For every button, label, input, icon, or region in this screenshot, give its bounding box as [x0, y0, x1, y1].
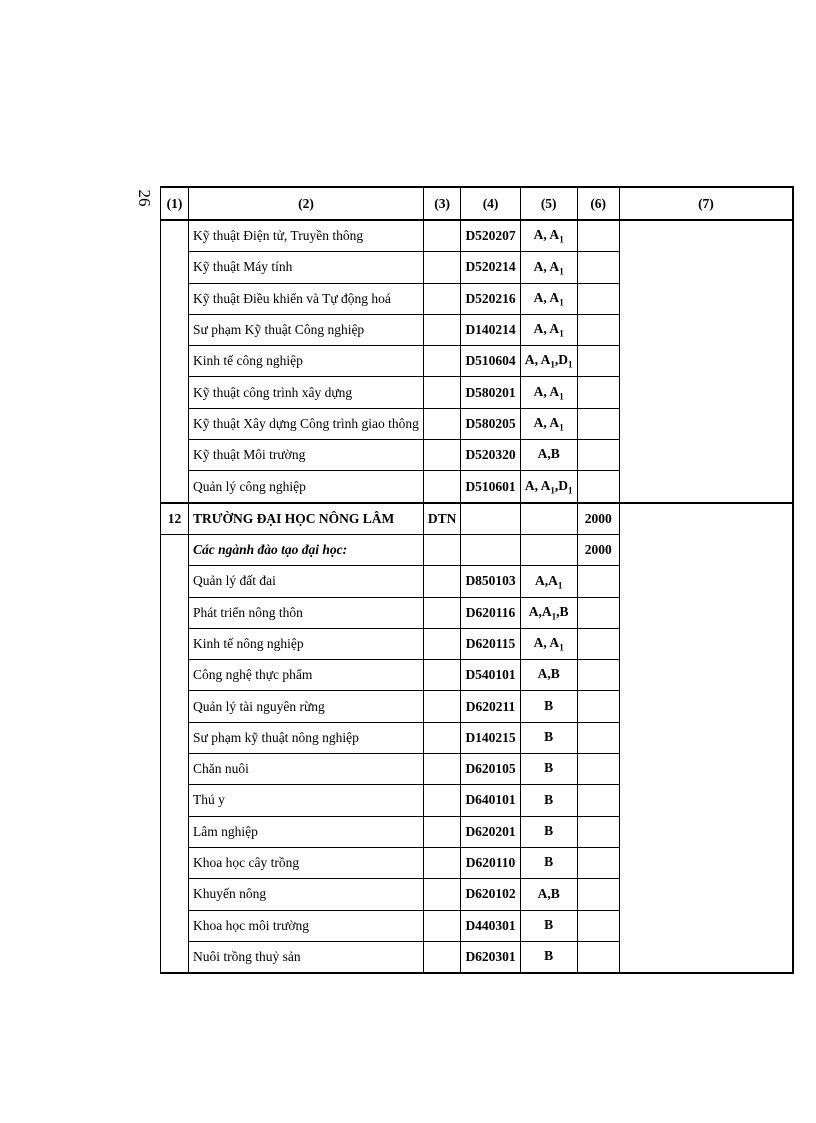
quota-cell [577, 597, 619, 628]
quota-cell [577, 283, 619, 314]
subheading-cell: Các ngành đào tạo đại học: [189, 534, 424, 565]
major-code-cell: D510604 [461, 346, 520, 377]
major-name-cell: Công nghệ thực phẩm [189, 660, 424, 691]
blocks-text: B [544, 916, 554, 932]
blocks-text: B [544, 697, 554, 713]
major-code-cell: D620102 [461, 879, 520, 910]
blocks-subscript: 1 [559, 328, 564, 339]
quota-cell [577, 314, 619, 345]
blocks-subscript: 1 [557, 580, 563, 591]
quota-cell [577, 722, 619, 753]
symbol-cell [423, 220, 461, 252]
major-code-cell: D580205 [461, 408, 520, 439]
admission-blocks-cell [520, 220, 577, 252]
blocks-tail: ,B [556, 603, 569, 619]
major-name-cell: Phát triển nông thôn [189, 597, 424, 628]
blocks-subscript: 1 [559, 642, 564, 653]
quota-cell [577, 816, 619, 847]
major-name-cell: Thú y [189, 785, 424, 816]
blocks-text: B [544, 791, 554, 807]
admission-blocks-cell [520, 408, 577, 439]
admission-blocks-cell [520, 566, 577, 597]
group-a-notes-cell [619, 220, 793, 503]
quota-cell [577, 754, 619, 785]
major-name-cell: Quản lý đất đai [189, 566, 424, 597]
blocks-text: A, A [524, 477, 551, 493]
symbol-cell [423, 534, 461, 565]
blocks-tail: ,D [554, 352, 568, 368]
major-code-cell: D620301 [461, 941, 520, 973]
admission-blocks-cell [520, 283, 577, 314]
quota-cell [577, 691, 619, 722]
quota-cell [577, 471, 619, 503]
quota-cell [577, 440, 619, 471]
quota-cell [577, 408, 619, 439]
blocks-text: A, A [533, 415, 560, 431]
admission-blocks-cell [520, 252, 577, 283]
major-code-cell: D440301 [461, 910, 520, 941]
header-col-3: (3) [423, 187, 461, 220]
symbol-cell [423, 314, 461, 345]
symbol-cell [423, 283, 461, 314]
symbol-cell [423, 816, 461, 847]
major-code-cell: D520320 [461, 440, 520, 471]
admission-blocks-cell [520, 660, 577, 691]
symbol-cell [423, 346, 461, 377]
blocks-tail: ,D [554, 477, 568, 493]
major-code-cell: D620201 [461, 816, 520, 847]
symbol-cell [423, 722, 461, 753]
symbol-cell [423, 660, 461, 691]
school-symbol-cell: DTN [423, 503, 461, 535]
major-code-cell: D520216 [461, 283, 520, 314]
symbol-cell [423, 377, 461, 408]
symbol-cell [423, 785, 461, 816]
quota-cell [577, 879, 619, 910]
blocks-subscript: 1 [551, 611, 557, 622]
symbol-cell [423, 597, 461, 628]
symbol-cell [423, 628, 461, 659]
blocks-text: A,A [528, 603, 552, 619]
major-code-cell [461, 534, 520, 565]
page-number: 26 [135, 189, 154, 207]
school-notes-cell [619, 503, 793, 973]
major-name-cell: Kỹ thuật công trình xây dựng [189, 377, 424, 408]
blocks-text: B [544, 854, 554, 870]
admission-blocks-cell [520, 754, 577, 785]
major-code-cell: D140215 [461, 722, 520, 753]
quota-cell [577, 220, 619, 252]
symbol-cell [423, 879, 461, 910]
blocks-subscript: 1 [550, 485, 555, 496]
symbol-cell [423, 754, 461, 785]
school-row [161, 503, 794, 535]
admission-blocks-cell [520, 597, 577, 628]
admission-blocks-cell [520, 691, 577, 722]
major-name-cell: Quản lý tài nguyên rừng [189, 691, 424, 722]
admission-blocks-cell [520, 377, 577, 408]
quota-cell [577, 785, 619, 816]
quota-cell [577, 346, 619, 377]
symbol-cell [423, 566, 461, 597]
admission-blocks-cell [520, 346, 577, 377]
header-col-5: (5) [520, 187, 577, 220]
blocks-subscript: 1 [559, 297, 564, 308]
blocks-subscript: 1 [550, 360, 555, 371]
major-code-cell: D520214 [461, 252, 520, 283]
symbol-cell [423, 440, 461, 471]
header-col-6: (6) [577, 187, 619, 220]
blocks-subscript: 1 [559, 266, 564, 277]
blocks-tail-subscript: 1 [568, 360, 573, 371]
blocks-subscript: 1 [559, 234, 564, 245]
major-name-cell: Kỹ thuật Môi trường [189, 440, 424, 471]
symbol-cell [423, 252, 461, 283]
admission-blocks-cell [520, 785, 577, 816]
symbol-cell [423, 941, 461, 973]
major-name-cell: Sư phạm Kỹ thuật Công nghiệp [189, 314, 424, 345]
major-code-cell: D620115 [461, 628, 520, 659]
admission-blocks-cell [520, 314, 577, 345]
blocks-text: B [544, 948, 554, 964]
header-col-7: (7) [619, 187, 793, 220]
major-name-cell: Khoa học cây trồng [189, 847, 424, 878]
major-name-cell: Sư phạm kỹ thuật nông nghiệp [189, 722, 424, 753]
major-name-cell: Kỹ thuật Điều khiển và Tự động hoá [189, 283, 424, 314]
major-code-cell: D850103 [461, 566, 520, 597]
blocks-text: A,B [537, 666, 560, 682]
major-code-cell: D620110 [461, 847, 520, 878]
major-name-cell: Chăn nuôi [189, 754, 424, 785]
school-no-cell: 12 [161, 503, 189, 535]
blocks-text: A, A [533, 635, 560, 651]
symbol-cell [423, 408, 461, 439]
blocks-text: A, A [533, 227, 560, 243]
major-code-cell: D620105 [461, 754, 520, 785]
quota-cell [577, 941, 619, 973]
major-name-cell: Khoa học môi trường [189, 910, 424, 941]
admission-blocks-cell [520, 440, 577, 471]
subheading-quota-cell: 2000 [577, 534, 619, 565]
major-code-cell: D140214 [461, 314, 520, 345]
major-name-cell: Kinh tế nông nghiệp [189, 628, 424, 659]
admission-blocks-cell [520, 941, 577, 973]
blocks-text: B [544, 729, 554, 745]
major-code-cell: D640101 [461, 785, 520, 816]
admission-blocks-cell [520, 722, 577, 753]
major-code-cell: D520207 [461, 220, 520, 252]
major-code-cell: D540101 [461, 660, 520, 691]
blocks-text: A,A [535, 572, 558, 588]
major-name-cell: Kỹ thuật Máy tính [189, 252, 424, 283]
blocks-text: A,B [537, 446, 560, 462]
blocks-text: A, A [533, 289, 560, 305]
symbol-cell [423, 691, 461, 722]
admissions-table [160, 186, 794, 974]
blocks-text: A, A [533, 258, 560, 274]
admission-blocks-cell [520, 816, 577, 847]
quota-cell [577, 847, 619, 878]
major-name-cell: Khuyến nông [189, 879, 424, 910]
admission-blocks-cell [520, 847, 577, 878]
symbol-cell [423, 471, 461, 503]
blocks-text: A, A [533, 383, 560, 399]
table-row [161, 220, 794, 252]
header-col-2: (2) [189, 187, 424, 220]
major-name-cell: Lâm nghiệp [189, 816, 424, 847]
quota-cell [577, 660, 619, 691]
quota-cell [577, 377, 619, 408]
blocks-text: B [544, 760, 554, 776]
major-code-cell: D580201 [461, 377, 520, 408]
quota-cell [577, 628, 619, 659]
admission-blocks-cell [520, 534, 577, 565]
major-name-cell: Kỹ thuật Xây dựng Công trình giao thông [189, 408, 424, 439]
blocks-tail-subscript: 1 [568, 485, 573, 496]
school-blocks-cell [520, 503, 577, 535]
header-col-1: (1) [161, 187, 189, 220]
admission-blocks-cell [520, 879, 577, 910]
quota-cell [577, 566, 619, 597]
blocks-text: A, A [524, 352, 551, 368]
symbol-cell [423, 847, 461, 878]
symbol-cell [423, 910, 461, 941]
major-code-cell: D510601 [461, 471, 520, 503]
header-row [161, 187, 794, 220]
blocks-text: A, A [533, 321, 560, 337]
blocks-subscript: 1 [559, 422, 564, 433]
blocks-subscript: 1 [559, 391, 564, 402]
blocks-text: B [544, 822, 554, 838]
admission-blocks-cell [520, 471, 577, 503]
header-col-4: (4) [461, 187, 520, 220]
major-name-cell: Kỹ thuật Điện tử, Truyền thông [189, 220, 424, 252]
quota-cell [577, 910, 619, 941]
major-name-cell: Quản lý công nghiệp [189, 471, 424, 503]
admission-blocks-cell [520, 910, 577, 941]
major-name-cell: Kinh tế công nghiệp [189, 346, 424, 377]
school-code-cell [461, 503, 520, 535]
major-name-cell: Nuôi trồng thuỷ sản [189, 941, 424, 973]
group-b-no-cell [161, 534, 189, 973]
blocks-text: A,B [537, 885, 560, 901]
group-a-no-cell [161, 220, 189, 503]
school-name-cell: TRƯỜNG ĐẠI HỌC NÔNG LÂM [189, 503, 424, 535]
major-code-cell: D620116 [461, 597, 520, 628]
major-code-cell: D620211 [461, 691, 520, 722]
admission-blocks-cell [520, 628, 577, 659]
quota-cell [577, 252, 619, 283]
school-quota-cell: 2000 [577, 503, 619, 535]
